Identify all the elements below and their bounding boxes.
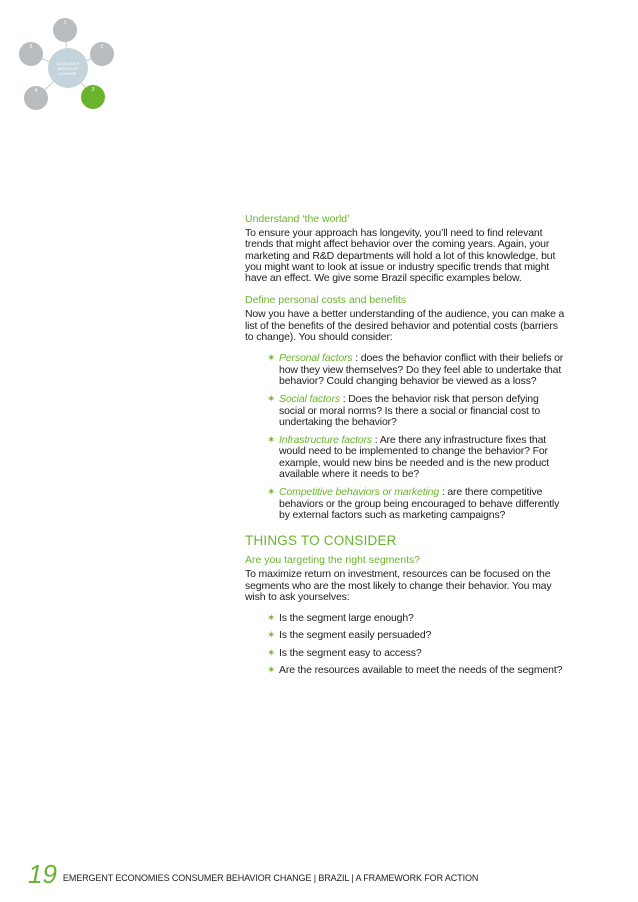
star-bullet-icon: ✶ (267, 394, 276, 406)
factors-list (245, 353, 565, 521)
factor-label: Social factors (279, 393, 340, 406)
diagram-node-1-number: 1 (63, 20, 67, 26)
diagram-center-label (56, 61, 79, 76)
list-item (267, 648, 565, 659)
question-text: Is the segment easily persuaded? (279, 629, 432, 642)
understand-world-heading: Understand ‘the world’ (245, 213, 350, 225)
list-item (267, 613, 565, 624)
list-item (267, 353, 565, 387)
factor-text: : Are there any infrastructure fixes that would need to be implemented to change the behavior? For example, would new bins be needed and is the new product available where it needs to be? (279, 434, 550, 481)
list-item (267, 435, 565, 480)
list-item (267, 630, 565, 641)
diagram-node-3-number: 3 (91, 87, 95, 93)
footer-title: EMERGENT ECONOMIES CONSUMER BEHAVIOR CHANGE | BRAZIL | A FRAMEWORK FOR ACTION (62, 873, 479, 883)
list-item (267, 394, 565, 428)
page-footer (28, 860, 618, 888)
framework-diagram-svg (0, 0, 140, 120)
star-bullet-icon: ✶ (267, 353, 276, 365)
star-bullet-icon: ✶ (267, 487, 276, 499)
star-bullet-icon: ✶ (267, 647, 276, 659)
diagram-node-4-number: 4 (34, 88, 38, 94)
list-item (267, 665, 565, 676)
diagram-node-2-number: 2 (100, 44, 104, 50)
main-content (245, 213, 565, 688)
star-bullet-icon: ✶ (267, 613, 276, 625)
question-text: Are the resources available to meet the needs of the segment? (279, 664, 563, 677)
factor-label: Infrastructure factors (279, 434, 372, 447)
understand-world-body: To ensure your approach has longevity, you’ll need to find relevant trends that might affect behavior over the coming years. Again, your marketing and R&D departments will hold a lot of this knowledge, but you might want to look at issue or industry specific trends that might have an effect. We give some Brazil specific examples below. (245, 227, 556, 285)
factor-text: : are there competitive behaviors or the group being encouraged to behave differently by external factors such as marketing campaigns? (279, 486, 560, 521)
star-bullet-icon: ✶ (267, 435, 276, 447)
star-bullet-icon: ✶ (267, 665, 276, 677)
factor-text: : Does the behavior risk that person defying social or moral norms? Is there a social or financial cost to undertaking the behavior? (279, 393, 541, 428)
factor-label: Competitive behaviors or marketing (279, 486, 440, 499)
list-item (267, 487, 565, 521)
segments-body: To maximize return on investment, resources can be focused on the segments who are the most likely to change their behavior. You may wish to ask yourselves: (245, 568, 552, 603)
framework-diagram (0, 0, 140, 120)
question-text: Is the segment large enough? (279, 612, 414, 625)
things-to-consider-title: THINGS TO CONSIDER (245, 533, 397, 549)
questions-list (245, 613, 565, 676)
costs-benefits-heading: Define personal costs and benefits (245, 294, 407, 307)
diagram-center-label-line: BEHAVIOR (57, 66, 79, 71)
question-text: Is the segment easy to access? (279, 646, 422, 659)
costs-benefits-body: Now you have a better understanding of the audience, you can make a list of the benefits of the desired behavior and potential costs (barriers to change). You should consider: (245, 308, 565, 344)
segments-heading: Are you targeting the right segments? (245, 554, 421, 567)
page-number: 19 (28, 859, 57, 889)
diagram-center-label-line: CONSUMER (56, 61, 80, 66)
factor-label: Personal factors (279, 352, 353, 365)
star-bullet-icon: ✶ (267, 630, 276, 642)
diagram-center-label-line: CHANGE (59, 71, 77, 76)
factor-text: : does the behavior conflict with their beliefs or how they view themselves? Do they feel able to undertake that behavior? Could changing behavior be viewed as a loss? (279, 352, 564, 387)
diagram-node-5-number: 5 (29, 44, 33, 50)
